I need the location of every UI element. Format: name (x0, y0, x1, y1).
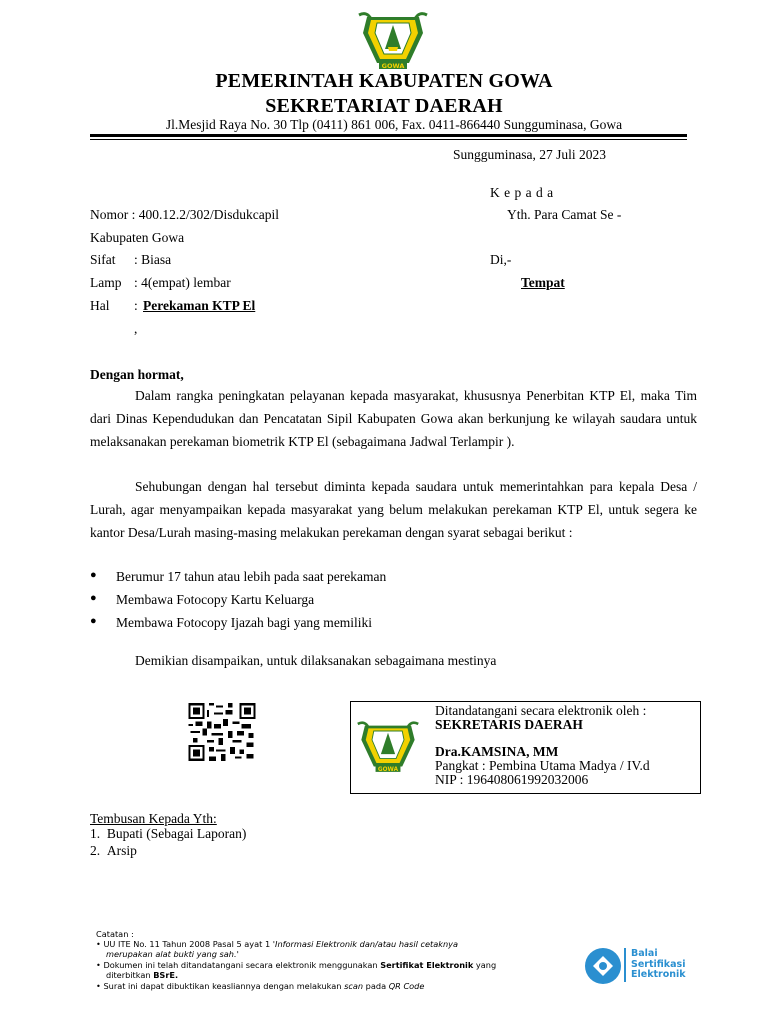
signer-position: SEKRETARIS DAERAH (435, 717, 583, 732)
nomor-continuation: Kabupaten Gowa (90, 230, 185, 245)
header-rule-thick (90, 134, 687, 137)
bullet-icon: ● (90, 592, 97, 604)
bullet-icon: ● (90, 569, 97, 581)
closing-sentence: Demikian disampaikan, untuk dilaksanakan sebagaimana mestinya (135, 653, 497, 668)
tembusan-title: Tembusan Kepada Yth: (90, 811, 217, 826)
bsre-logo-icon (583, 946, 623, 986)
body-paragraph-1: Dalam rangka peningkatan pelayanan kepada masyarakat, khususnya Penerbitan KTP El, maka Tim dari Dinas Kependudukan dan Pencatatan Sipil Kabupaten Gowa akan berkunjung ke wilayah saudara untuk melaksanakan perekaman biometrik KTP El (sebagaimana Jadwal Terlampir ). (90, 388, 697, 449)
hal-value: Perekaman KTP El (143, 298, 256, 313)
salutation: Dengan hormat, (90, 367, 184, 382)
recipient-yth: Yth. Para Camat Se - (507, 207, 622, 222)
letterhead-title-1: PEMERINTAH KABUPATEN GOWA (215, 70, 553, 92)
svg-text:GOWA: GOWA (377, 767, 399, 773)
signer-rank: Pangkat : Pembina Utama Madya / IV.d (435, 758, 650, 773)
letterhead-title-2: SEKRETARIAT DAERAH (265, 95, 503, 117)
sifat-value: : Biasa (134, 252, 172, 267)
hal-comma: , (134, 321, 138, 336)
gowa-logo (357, 9, 429, 73)
footer-note-2: • Dokumen ini telah ditandatangani secara elektronik menggunakan Sertifikat Elektronik yang diterbitkan BSrE. (96, 960, 497, 980)
lamp-label: Lamp (90, 275, 122, 290)
lamp-value: : 4(empat) lembar (134, 275, 231, 290)
bsre-divider (624, 948, 626, 982)
header-rule-thin (90, 139, 687, 140)
bullet-icon: ● (90, 615, 97, 627)
signed-by-label: Ditandatangani secara elektronik oleh : (435, 703, 647, 718)
signer-nip: NIP : 196408061992032006 (435, 772, 589, 787)
letterhead-address: Jl.Mesjid Raya No. 30 Tlp (0411) 861 006, Fax. 0411-866440 Sungguminasa, Gowa (165, 117, 623, 132)
sifat-label: Sifat (90, 252, 116, 267)
signer-name: Dra.KAMSINA, MM (435, 744, 559, 759)
body-paragraph-2: Sehubungan dengan hal tersebut diminta kepada saudara untuk memerintahkan para kepala Desa / Lurah, agar menyampaikan kepada masyarakat yang belum melakukan perekaman KTP El, untuk segera ke kantor Desa/Lurah masing-masing melakukan perekaman dengan syarat sebagai berikut : (90, 479, 697, 540)
nomor-line: Nomor : 400.12.2/302/Disdukcapil (90, 207, 279, 222)
footer-note-1: • UU ITE No. 11 Tahun 2008 Pasal 5 ayat 1 'Informasi Elektronik dan/atau hasil cetaknya merupakan alat bukti yang sah.' (96, 939, 459, 959)
kepada-label: K e p a d a (490, 185, 554, 200)
gowa-logo-small (356, 718, 420, 776)
recipient-tempat: Tempat (521, 275, 565, 290)
tembusan-item: 2. Arsip (90, 843, 137, 858)
hal-label: Hal (90, 298, 110, 313)
bsre-logo-text: Balai Sertifikasi Elektronik (631, 948, 686, 980)
footer-note-3: • Surat ini dapat dibuktikan keasliannya dengan melakukan scan pada QR Code (96, 981, 425, 991)
recipient-di: Di,- (490, 252, 512, 267)
svg-text:GOWA: GOWA (381, 62, 405, 70)
footer-catatan: Catatan : (96, 929, 134, 939)
qr-code-icon (188, 703, 256, 761)
place-date: Sungguminasa, 27 Juli 2023 (453, 147, 607, 162)
hal-colon: : (134, 298, 142, 313)
tembusan-item: 1. Bupati (Sebagai Laporan) (90, 826, 247, 841)
